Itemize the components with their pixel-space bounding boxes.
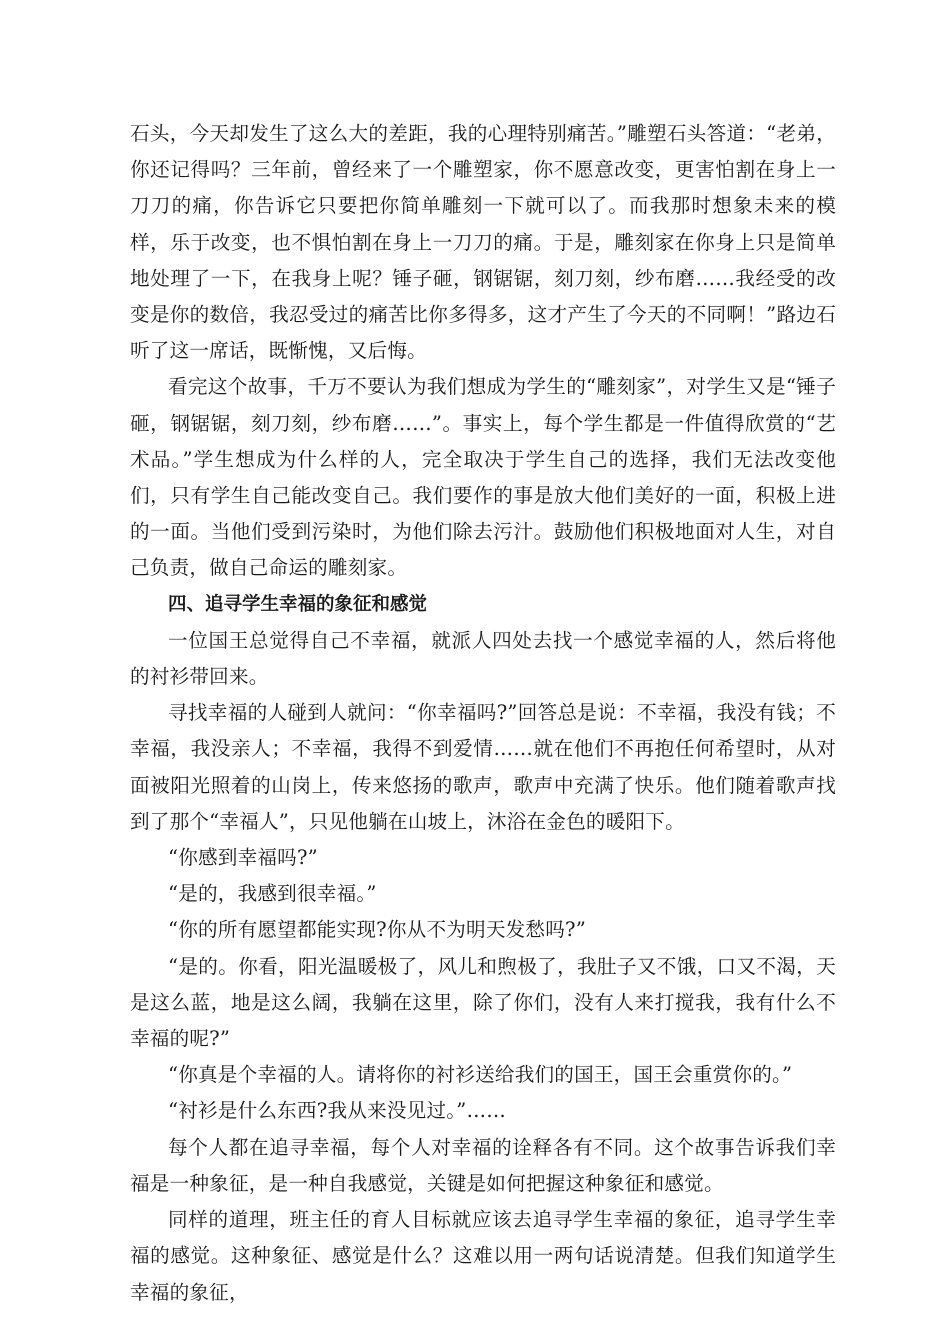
dialogue-line-1: “你感到幸福吗?”	[168, 846, 318, 870]
dialogue-line-2: “是的，我感到很幸福。”	[168, 882, 377, 906]
document-page	[130, 116, 836, 1311]
section-heading: 四、追寻学生幸福的象征和感觉	[168, 593, 428, 615]
dialogue-line-3: “你的所有愿望都能实现?你从不为明天发愁吗?”	[168, 918, 586, 942]
paragraph-king-story: 一位国王总觉得自己不幸福，就派人四处去找一个感觉幸福的人，然后将他的衬衫带回来。	[130, 628, 836, 689]
paragraph-story-ending: 石头，今天却发生了这么大的差距，我的心理特别痛苦。”雕塑石头答道：“老弟，你还记得吗？三年前，曾经来了一个雕塑家，你不愿意改变，更害怕割在身上一刀刀的痛，你告诉它只要把你简单雕刻一下就可以了。而我那时想象未来的模样，乐于改变，也不惧怕割在身上一刀刀的痛。于是，雕刻家在你身上只是简单地处理了一下，在我身上呢？锤子砸，钢锯锯，刻刀刻，纱布磨……我经受的改变是你的数倍，我忍受过的痛苦比你多得多，这才产生了今天的不同啊！”路边石听了这一席话，既惭愧，又后悔。	[130, 122, 836, 363]
paragraph-teacher-goal: 同样的道理，班主任的育人目标就应该去追寻学生幸福的象征，追寻学生幸福的感觉。这种象征、感觉是什么？这难以用一两句话说清楚。但我们知道学生幸福的象征，	[130, 1208, 836, 1304]
dialogue-line-6: “衬衫是什么东西?我从来没见过。”……	[168, 1099, 507, 1123]
dialogue-line-4: “是的。你看，阳光温暖极了，风儿和煦极了，我肚子又不饿，口又不渴，天是这么蓝，地是这么阔，我躺在这里，除了你们，没有人来打搅我，我有什么不幸福的呢?”	[130, 954, 836, 1051]
dialogue-line-5: “你真是个幸福的人。请将你的衬衫送给我们的国王，国王会重赏你的。”	[168, 1063, 793, 1087]
paragraph-happiness-meaning: 每个人都在追寻幸福，每个人对幸福的诠释各有不同。这个故事告诉我们幸福是一种象征，是一种自我感觉，关键是如何把握这种象征和感觉。	[130, 1135, 836, 1195]
paragraph-sculptor-reflection: 看完这个故事，千万不要认为我们想成为学生的“雕刻家”，对学生又是“锤子砸，钢锯锯，刻刀刻，纱布磨……”。事实上，每个学生都是一件值得欣赏的“艺术品。”学生想成为什么样的人，完全取决于学生自己的选择，我们无法改变他们，只有学生自己能改变自己。我们要作的事是放大他们美好的一面，积极上进的一面。当他们受到污染时，为他们除去污汁。鼓励他们积极地面对人生，对自己负责，做自己命运的雕刻家。	[130, 375, 836, 580]
paragraph-search-happiness: 寻找幸福的人碰到人就问：“你幸福吗?”回答总是说：不幸福，我没有钱；不幸福，我没亲人；不幸福，我得不到爱情……就在他们不再抱任何希望时，从对面被阳光照着的山岗上，传来悠扬的歌声，歌声中充满了快乐。他们随着歌声找到了那个“幸福人”，只见他躺在山坡上，沐浴在金色的暖阳下。	[130, 701, 836, 833]
